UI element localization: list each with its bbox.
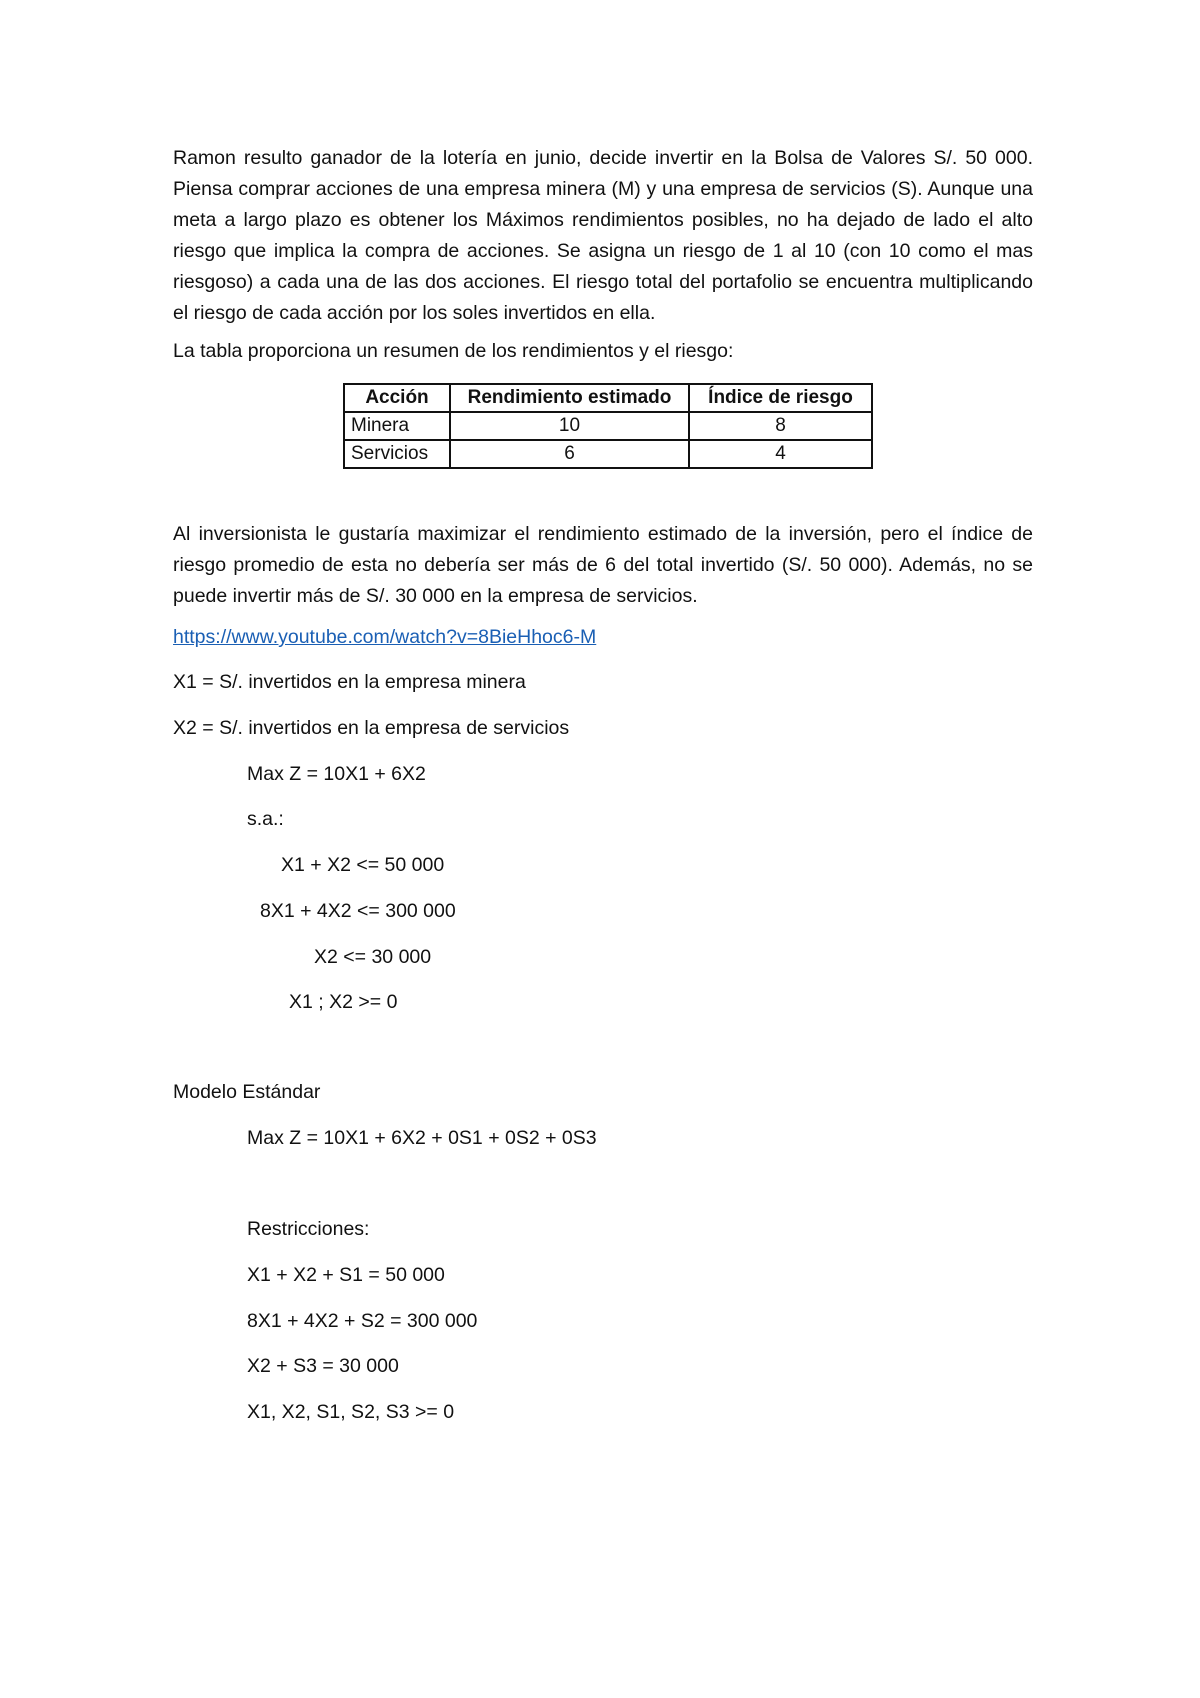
header-rendimiento: Rendimiento estimado (450, 384, 689, 412)
link-line (173, 626, 596, 649)
table-cell: 8 (689, 412, 872, 440)
restriction-nonneg: X1, X2, S1, S2, S3 >= 0 (247, 1401, 455, 1423)
restriction-2: 8X1 + 4X2 + S2 = 300 000 (247, 1310, 478, 1332)
table-intro-text: La tabla proporciona un resumen de los rendimientos y el riesgo: (173, 340, 734, 362)
risk-table (343, 383, 873, 469)
constraint-2: 8X1 + 4X2 <= 300 000 (260, 900, 456, 922)
table-cell: Minera (344, 412, 450, 440)
restriction-1: X1 + X2 + S1 = 50 000 (247, 1264, 445, 1286)
youtube-link[interactable]: https://www.youtube.com/watch?v=8BieHhoc6-M (173, 626, 597, 648)
restriction-3: X2 + S3 = 30 000 (247, 1355, 399, 1377)
table-cell: 4 (689, 440, 872, 468)
standard-objective: Max Z = 10X1 + 6X2 + 0S1 + 0S2 + 0S3 (247, 1127, 597, 1149)
subject-to-label: s.a.: (247, 808, 284, 830)
header-accion: Acción (344, 384, 450, 412)
standard-model-title: Modelo Estándar (173, 1081, 321, 1103)
table-cell: Servicios (344, 440, 450, 468)
restrictions-title: Restricciones: (247, 1218, 370, 1240)
table-header-row (344, 384, 872, 412)
table-cell: 6 (450, 440, 689, 468)
variable-x1: X1 = S/. invertidos en la empresa minera (173, 671, 526, 693)
investor-paragraph: Al inversionista le gustaría maximizar el rendimiento estimado de la inversión, pero el índice de riesgo promedio de esta no debería ser más de 6 del total invertido (S/. 50 000). Además, no se puede invertir más de S/. 30 000 en la empresa de servicios. (173, 523, 1033, 607)
constraint-1: X1 + X2 <= 50 000 (281, 854, 445, 876)
table-row (344, 440, 872, 468)
constraint-3: X2 <= 30 000 (314, 946, 432, 968)
header-riesgo: Índice de riesgo (689, 384, 872, 412)
constraint-nonneg: X1 ; X2 >= 0 (289, 991, 398, 1013)
objective-function: Max Z = 10X1 + 6X2 (247, 763, 426, 785)
variable-x2: X2 = S/. invertidos en la empresa de servicios (173, 717, 570, 739)
table-row (344, 412, 872, 440)
table-cell: 10 (450, 412, 689, 440)
intro-paragraph: Ramon resulto ganador de la lotería en junio, decide invertir en la Bolsa de Valores S/. 50 000. Piensa comprar acciones de una empresa minera (M) y una empresa de servicios (S). Aunque una meta a largo plazo es obtener los Máximos rendimientos posibles, no ha dejado de lado el alto riesgo que implica la compra de acciones. Se asigna un riesgo de 1 al 10 (con 10 como el mas riesgoso) a cada una de las dos acciones. El riesgo total del portafolio se encuentra multiplicando el riesgo de cada acción por los soles invertidos en ella. (173, 147, 1033, 324)
